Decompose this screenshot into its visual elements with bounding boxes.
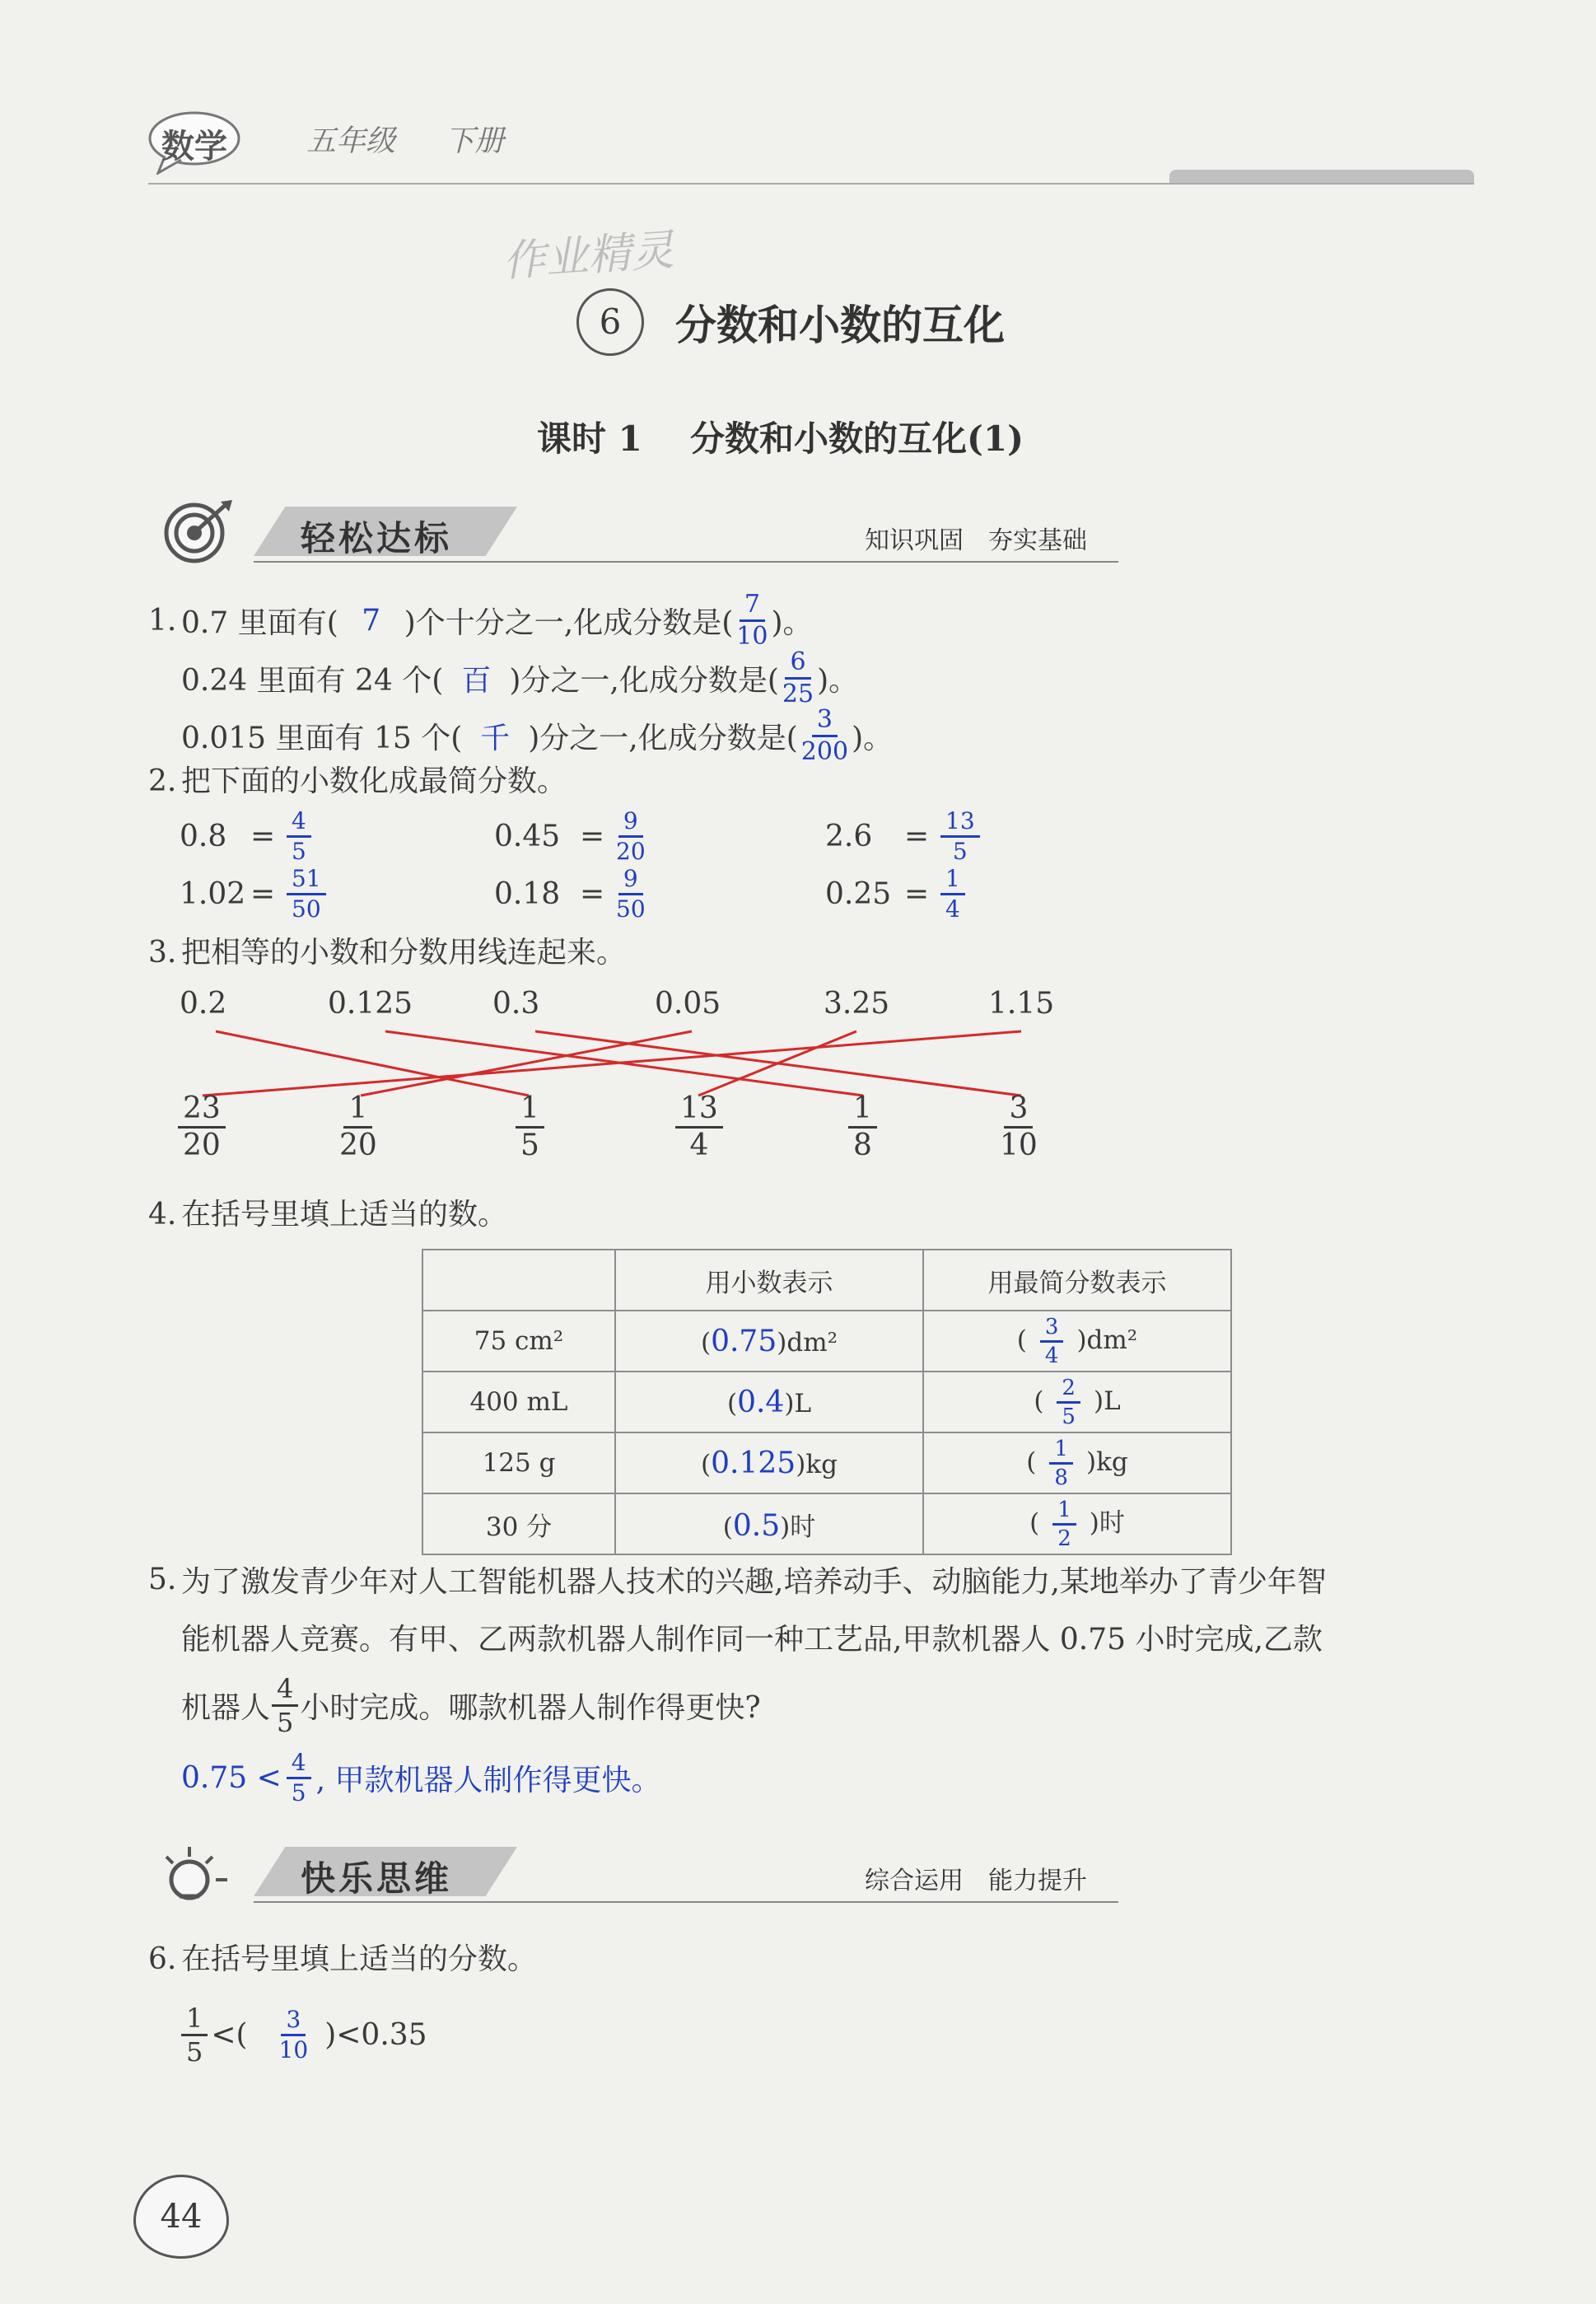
question-number: 4. <box>148 1198 177 1231</box>
q3-matching <box>0 980 1596 1178</box>
unit-number-circle <box>576 288 644 356</box>
row-label: 30 分 <box>422 1493 615 1554</box>
q3-connection-lines <box>0 980 1596 1178</box>
q2-text: 把下面的小数化成最简分数。 <box>181 764 567 798</box>
table-header-cell <box>422 1250 615 1311</box>
q1-answer-fraction: $\frac{6}{25}$ <box>782 647 814 708</box>
q6-text: 在括号里填上适当的分数。 <box>181 1942 538 1976</box>
q3-decimal: 1.15 <box>988 987 1055 1021</box>
question-6 <box>148 1936 537 1978</box>
grade-label: 五年级 <box>306 124 396 158</box>
q1-line-1 <box>148 591 1466 649</box>
q3-decimal: 0.3 <box>492 987 540 1021</box>
q3-fraction: $\frac{1}{5}$ <box>516 1094 544 1161</box>
matching-line <box>216 1031 529 1096</box>
q2-grid <box>180 807 1168 923</box>
q5-text: 能机器人竞赛。有甲、乙两款机器人制作同一种工艺品,甲款机器人 0.75 小时完成,乙款 <box>181 1622 1323 1657</box>
page-number: 44 <box>160 2198 203 2236</box>
question-2 <box>148 758 567 800</box>
question-number: 1. <box>148 603 177 638</box>
q3-fraction: $\frac{1}{8}$ <box>848 1094 877 1161</box>
q1-answer-blank: 7 <box>362 603 381 638</box>
q1-text: )个十分之一,化成分数是( <box>404 605 734 640</box>
fraction-cell: ( $\frac{3}{4}$ )dm² <box>923 1311 1231 1372</box>
target-icon <box>156 498 239 564</box>
table-row <box>422 1311 1231 1372</box>
q2-item: 0.25 = $\frac{1}{4}$ <box>825 867 968 921</box>
q1-text: )。 <box>817 663 859 698</box>
unit-number: 6 <box>599 301 622 342</box>
decimal-cell: (0.75)dm² <box>615 1311 923 1372</box>
subject-logo-text: 数学 <box>161 128 227 166</box>
q1-text: 0.015 里面有 15 个( <box>181 721 463 755</box>
decimal-cell: (0.4)L <box>615 1372 923 1432</box>
question-5 <box>148 1550 1482 1811</box>
q2-item: 0.45 = $\frac{9}{20}$ <box>494 806 646 865</box>
section-subtitle-easy: 知识巩固 夯实基础 <box>865 526 1087 555</box>
q2-item: 2.6 = $\frac{13}{5}$ <box>825 810 983 863</box>
header-banner <box>1169 170 1474 183</box>
row-label: 125 g <box>422 1432 615 1493</box>
q1-line-2 <box>148 649 1466 707</box>
section-title-thinking: 快乐思维 <box>301 1858 453 1899</box>
question-number: 2. <box>148 764 177 798</box>
table-row <box>422 1493 1231 1554</box>
section-header-thinking <box>156 1839 1120 1904</box>
q1-text: )分之一,化成分数是( <box>528 721 798 755</box>
q3-fraction: $\frac{3}{10}$ <box>1000 1091 1038 1162</box>
q1-line-3 <box>148 704 1466 766</box>
table-header-row <box>422 1250 1231 1311</box>
question-number: 6. <box>148 1942 177 1976</box>
q2-item: 0.18 = $\frac{9}{50}$ <box>494 864 646 923</box>
q1-text: 0.7 里面有( <box>181 605 338 640</box>
section-subtitle-thinking: 综合运用 能力提升 <box>865 1867 1087 1895</box>
question-number: 5. <box>148 1562 177 1596</box>
q3-decimal: 0.2 <box>180 987 227 1021</box>
section-header-easy <box>156 498 1120 564</box>
q3-decimal: 0.05 <box>655 987 721 1021</box>
section-title-easy: 轻松达标 <box>301 518 453 558</box>
q3-fraction: $\frac{23}{20}$ <box>178 1094 226 1161</box>
decimal-cell: (0.5)时 <box>615 1493 923 1554</box>
row-label: 75 cm² <box>422 1311 615 1372</box>
question-3 <box>148 929 626 971</box>
q5-text: 为了激发青少年对人工智能机器人技术的兴趣,培养动手、动脑能力,某地举办了青少年智 <box>181 1564 1327 1599</box>
question-number: 3. <box>148 936 177 970</box>
lesson-label: 课时 1 <box>537 418 642 459</box>
lesson-title: 分数和小数的互化(1) <box>690 418 1024 459</box>
q2-item: 0.8 = $\frac{4}{5}$ <box>180 810 494 863</box>
q5-fraction: $\frac{4}{5}$ <box>272 1675 298 1736</box>
page-number-badge <box>133 2175 229 2259</box>
q1-answer-blank: 百 <box>461 663 492 698</box>
q3-text: 把相等的小数和分数用线连起来。 <box>181 936 627 970</box>
fraction-cell: ( $\frac{1}{8}$ )kg <box>923 1432 1231 1493</box>
fraction-cell: ( $\frac{2}{5}$ )L <box>923 1372 1231 1432</box>
q1-answer-fraction: $\frac{3}{200}$ <box>800 704 849 766</box>
q5-answer: 0.75 < $\frac{4}{5}$ , 甲款机器人制作得更快。 <box>181 1748 661 1806</box>
q1-answer-blank: 千 <box>480 721 511 755</box>
matching-line <box>698 1031 856 1096</box>
fraction-cell: ( $\frac{1}{2}$ )时 <box>923 1493 1231 1554</box>
q4-text: 在括号里填上适当的数。 <box>181 1198 508 1231</box>
table-header-cell: 用最简分数表示 <box>923 1250 1231 1311</box>
lightbulb-icon <box>156 1839 247 1904</box>
matching-line <box>361 1031 692 1096</box>
q1-text: )。 <box>771 605 813 640</box>
row-label: 400 mL <box>422 1372 615 1432</box>
table-row <box>422 1432 1231 1493</box>
q2-item: 1.02 = $\frac{51}{50}$ <box>180 867 494 921</box>
q5-text: 机器人 <box>181 1690 271 1725</box>
watermark: 作业精灵 <box>501 225 676 287</box>
table-header-cell: 用小数表示 <box>615 1250 923 1311</box>
q6-expression: $\frac{1}{5}$ <( $\frac{3}{10}$ )<0.35 <box>181 1993 427 2076</box>
q1-text: )。 <box>852 721 894 755</box>
unit-title: 分数和小数的互化 <box>675 301 1005 349</box>
q1-text: 0.24 里面有 24 个( <box>181 663 444 698</box>
header-rule <box>148 183 1474 185</box>
q1-text: )分之一,化成分数是( <box>509 663 779 698</box>
decimal-cell: (0.125)kg <box>615 1432 923 1493</box>
q5-text: 小时完成。哪款机器人制作得更快? <box>300 1690 761 1725</box>
table-row <box>422 1372 1231 1432</box>
q3-fraction: $\frac{1}{20}$ <box>339 1091 377 1162</box>
q1-answer-fraction: $\frac{7}{10}$ <box>736 589 768 651</box>
q3-fraction: $\frac{13}{4}$ <box>675 1094 723 1161</box>
question-4 <box>148 1191 507 1233</box>
volume-label: 下册 <box>445 124 505 158</box>
q3-decimal: 0.125 <box>328 987 413 1021</box>
question-1 <box>148 591 1466 764</box>
q3-decimal: 3.25 <box>824 987 890 1021</box>
q4-table <box>422 1249 1232 1555</box>
subject-logo <box>147 109 245 175</box>
